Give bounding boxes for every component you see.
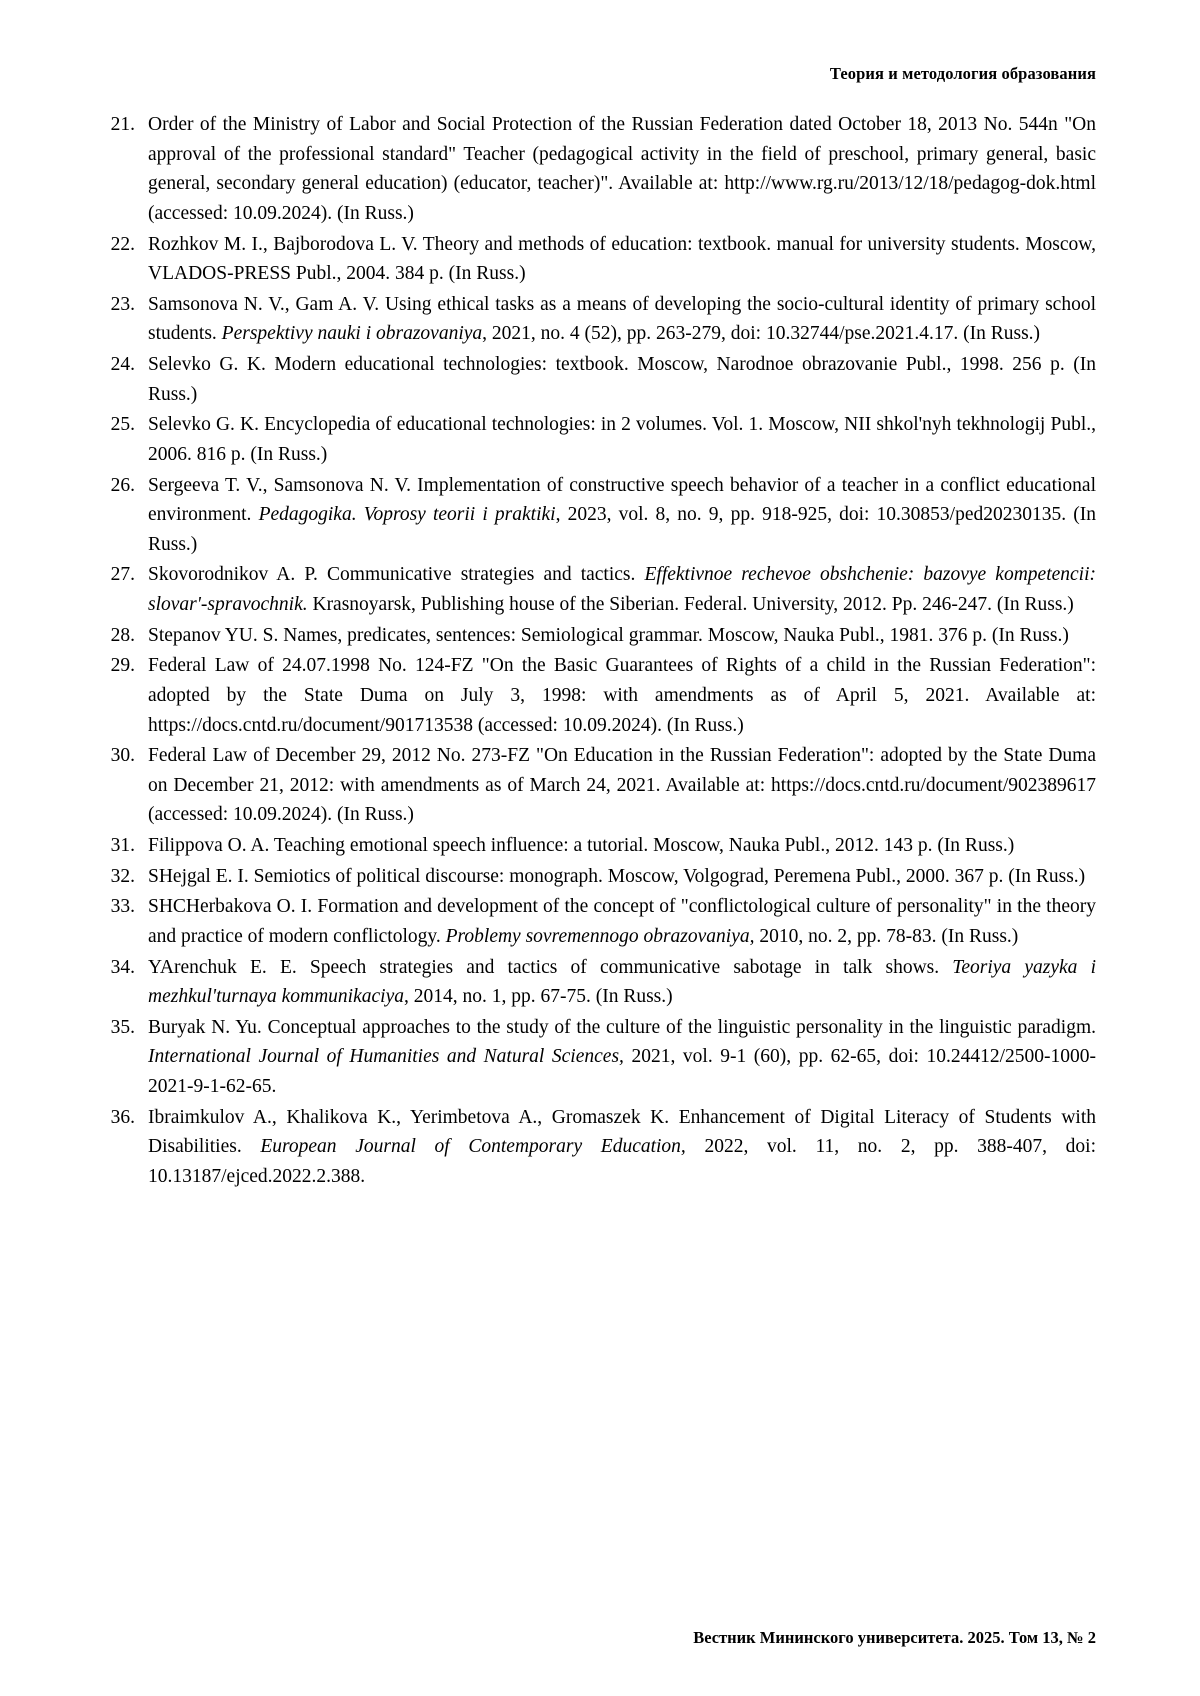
reference-title-italic: Effektivnoe rechevoe obshchenie: bazovye kompetencii: slovar'-spravochnik. xyxy=(148,564,1096,615)
reference-text-segment: , 2021, no. 4 (52), pp. 263-279, doi: 10.32744/pse.2021.4.17. (In Russ.) xyxy=(482,323,1041,345)
reference-text-segment: SHCHerbakova O. I. Formation and development of the concept of "conflictological culture of personality" in the theory and practice of modern conflictology. xyxy=(148,896,1096,947)
page-footer: Вестник Мининского университета. 2025. Том 13, № 2 xyxy=(693,1628,1096,1647)
reference-text xyxy=(148,953,1096,1012)
reference-number: 36. xyxy=(110,1106,135,1128)
reference-number: 30. xyxy=(110,745,135,767)
reference-number: 33. xyxy=(110,896,135,918)
reference-number: 34. xyxy=(110,956,135,978)
reference-number: 29. xyxy=(110,655,135,677)
reference-text-segment: Krasnoyarsk, Publishing house of the Siberian. Federal. University, 2012. Pp. 246-247. (In Russ.) xyxy=(307,594,1074,615)
reference-text xyxy=(148,1103,1096,1192)
reference-text-segment: , 2014, no. 1, pp. 67-75. (In Russ.) xyxy=(403,986,673,1008)
reference-text xyxy=(148,350,1096,409)
reference-text-segment: Federal Law of December 29, 2012 No. 273-FZ "On Education in the Russian Federation": adopted by the State Duma on December 21, 2012: with amendments as of March 24, 2021. Available at: https://docs.cntd.ru/document/902389617 (accessed: 10.09.2024). (In Russ.) xyxy=(148,745,1096,826)
reference-item xyxy=(104,1013,1096,1102)
reference-text xyxy=(148,230,1096,289)
reference-text-segment: Federal Law of 24.07.1998 No. 124-FZ "On the Basic Guarantees of Rights of a child in the Russian Federation": adopted by the State Duma on July 3, 1998: with amendments as of April 5, 2021. Available at: https://docs.cntd.ru/document/901713538 (accessed: 10.09.2024). (In Russ.) xyxy=(148,655,1096,736)
reference-item xyxy=(104,651,1096,740)
reference-item xyxy=(104,560,1096,619)
reference-text-segment: 2010, no. 2, pp. 78-83. (In Russ.) xyxy=(754,925,1019,947)
reference-item xyxy=(104,471,1096,560)
reference-title-italic: Teoriya yazyka i mezhkul'turnaya kommunikaciya xyxy=(148,956,1096,1008)
reference-text xyxy=(148,621,1096,651)
reference-number: 35. xyxy=(110,1016,135,1038)
reference-title-italic: European Journal of Contemporary Education, xyxy=(260,1136,686,1158)
reference-text-segment: , 2023, vol. 8, no. 9, pp. 918-925, doi: 10.30853/ped20230135. (In Russ.) xyxy=(148,504,1096,555)
reference-text xyxy=(148,741,1096,830)
reference-text xyxy=(148,862,1096,892)
reference-number: 24. xyxy=(110,354,135,375)
reference-text xyxy=(148,290,1096,349)
reference-number: 25. xyxy=(110,414,135,436)
reference-list xyxy=(104,110,1096,1192)
reference-number: 21. xyxy=(110,114,135,135)
reference-text-segment: Skovorodnikov A. P. Communicative strategies and tactics. xyxy=(148,564,645,586)
reference-title-italic: International Journal of Humanities and Natural Sciences, xyxy=(148,1046,624,1068)
reference-text-segment: Samsonova N. V., Gam A. V. Using ethical tasks as a means of developing the socio-cultural identity of primary school students. xyxy=(148,293,1096,345)
reference-text-segment: Selevko G. K. Encyclopedia of educational technologies: in 2 volumes. Vol. 1. Moscow, NII shkol'nyh tekhnologij Publ., 2006. 816 p. (In Russ.) xyxy=(148,414,1096,465)
reference-item xyxy=(104,410,1096,469)
reference-item xyxy=(104,230,1096,289)
reference-text xyxy=(148,560,1096,619)
reference-text xyxy=(148,471,1096,560)
reference-item xyxy=(104,350,1096,409)
reference-item xyxy=(104,892,1096,951)
reference-item xyxy=(104,741,1096,830)
reference-item xyxy=(104,290,1096,349)
reference-number: 27. xyxy=(110,564,135,586)
reference-item xyxy=(104,110,1096,229)
reference-text xyxy=(148,892,1096,951)
reference-number: 26. xyxy=(110,474,135,496)
reference-text xyxy=(148,831,1096,861)
reference-number: 22. xyxy=(110,233,135,255)
reference-text-segment: Filippova O. A. Teaching emotional speech influence: a tutorial. Moscow, Nauka Publ., 2012. 143 p. (In Russ.) xyxy=(148,835,1015,856)
reference-text-segment: Selevko G. K. Modern educational technologies: textbook. Moscow, Narodnoe obrazovanie Publ., 1998. 256 p. (In Russ.) xyxy=(148,354,1096,405)
reference-text-segment: Sergeeva T. V., Samsonova N. V. Implementation of constructive speech behavior of a teacher in a conflict educational environment. xyxy=(148,474,1096,526)
reference-number: 31. xyxy=(110,835,135,856)
reference-item xyxy=(104,862,1096,892)
reference-title-italic: Pedagogika. Voprosy teorii i praktiki xyxy=(258,504,556,526)
reference-text-segment: Ibraimkulov A., Khalikova K., Yerimbetova A., Gromaszek K. Enhancement of Digital Literacy of Students with Disabilities. xyxy=(148,1106,1096,1158)
reference-item xyxy=(104,953,1096,1012)
reference-number: 23. xyxy=(110,293,135,315)
reference-title-italic: Problemy sovremennogo obrazovaniya, xyxy=(445,925,755,947)
reference-text-segment: Stepanov YU. S. Names, predicates, sentences: Semiological grammar. Moscow, Nauka Publ., 1981. 376 p. (In Russ.) xyxy=(148,624,1069,646)
reference-text xyxy=(148,410,1096,469)
reference-text xyxy=(148,651,1096,740)
running-head: Теория и методология образования xyxy=(829,64,1096,83)
reference-title-italic: Perspektivy nauki i obrazovaniya xyxy=(221,323,483,345)
reference-item xyxy=(104,831,1096,861)
reference-number: 32. xyxy=(110,865,135,887)
reference-text-segment: YArenchuk E. E. Speech strategies and tactics of communicative sabotage in talk shows. xyxy=(148,956,953,978)
reference-text-segment: Order of the Ministry of Labor and Social Protection of the Russian Federation dated October 18, 2013 No. 544n "On approval of the professional standard" Teacher (pedagogical activity in the field of preschool, primary general, basic general, secondary general education) (educator, teacher)". Available at: http://www.rg.ru/2013/12/18/pedagog-dok.html (accessed: 10.09.2024). (In Russ.) xyxy=(148,114,1096,224)
reference-text-segment: SHejgal E. I. Semiotics of political discourse: monograph. Moscow, Volgograd, Peremena Publ., 2000. 367 p. (In Russ.) xyxy=(148,865,1086,887)
reference-text-segment: 2021, vol. 9-1 (60), pp. 62-65, doi: 10.24412/2500-1000-2021-9-1-62-65. xyxy=(148,1046,1096,1097)
reference-text-segment: Buryak N. Yu. Conceptual approaches to the study of the culture of the linguistic personality in the linguistic paradigm. xyxy=(148,1016,1096,1038)
reference-item xyxy=(104,1103,1096,1192)
reference-text-segment: 2022, vol. 11, no. 2, pp. 388-407, doi: 10.13187/ejced.2022.2.388. xyxy=(148,1136,1097,1187)
reference-text-segment: Rozhkov M. I., Bajborodova L. V. Theory and methods of education: textbook. manual for university students. Moscow, VLADOS-PRESS Publ., 2004. 384 p. (In Russ.) xyxy=(148,233,1096,285)
reference-number: 28. xyxy=(110,624,135,646)
reference-item xyxy=(104,621,1096,651)
reference-text xyxy=(148,110,1096,229)
reference-text xyxy=(148,1013,1096,1102)
